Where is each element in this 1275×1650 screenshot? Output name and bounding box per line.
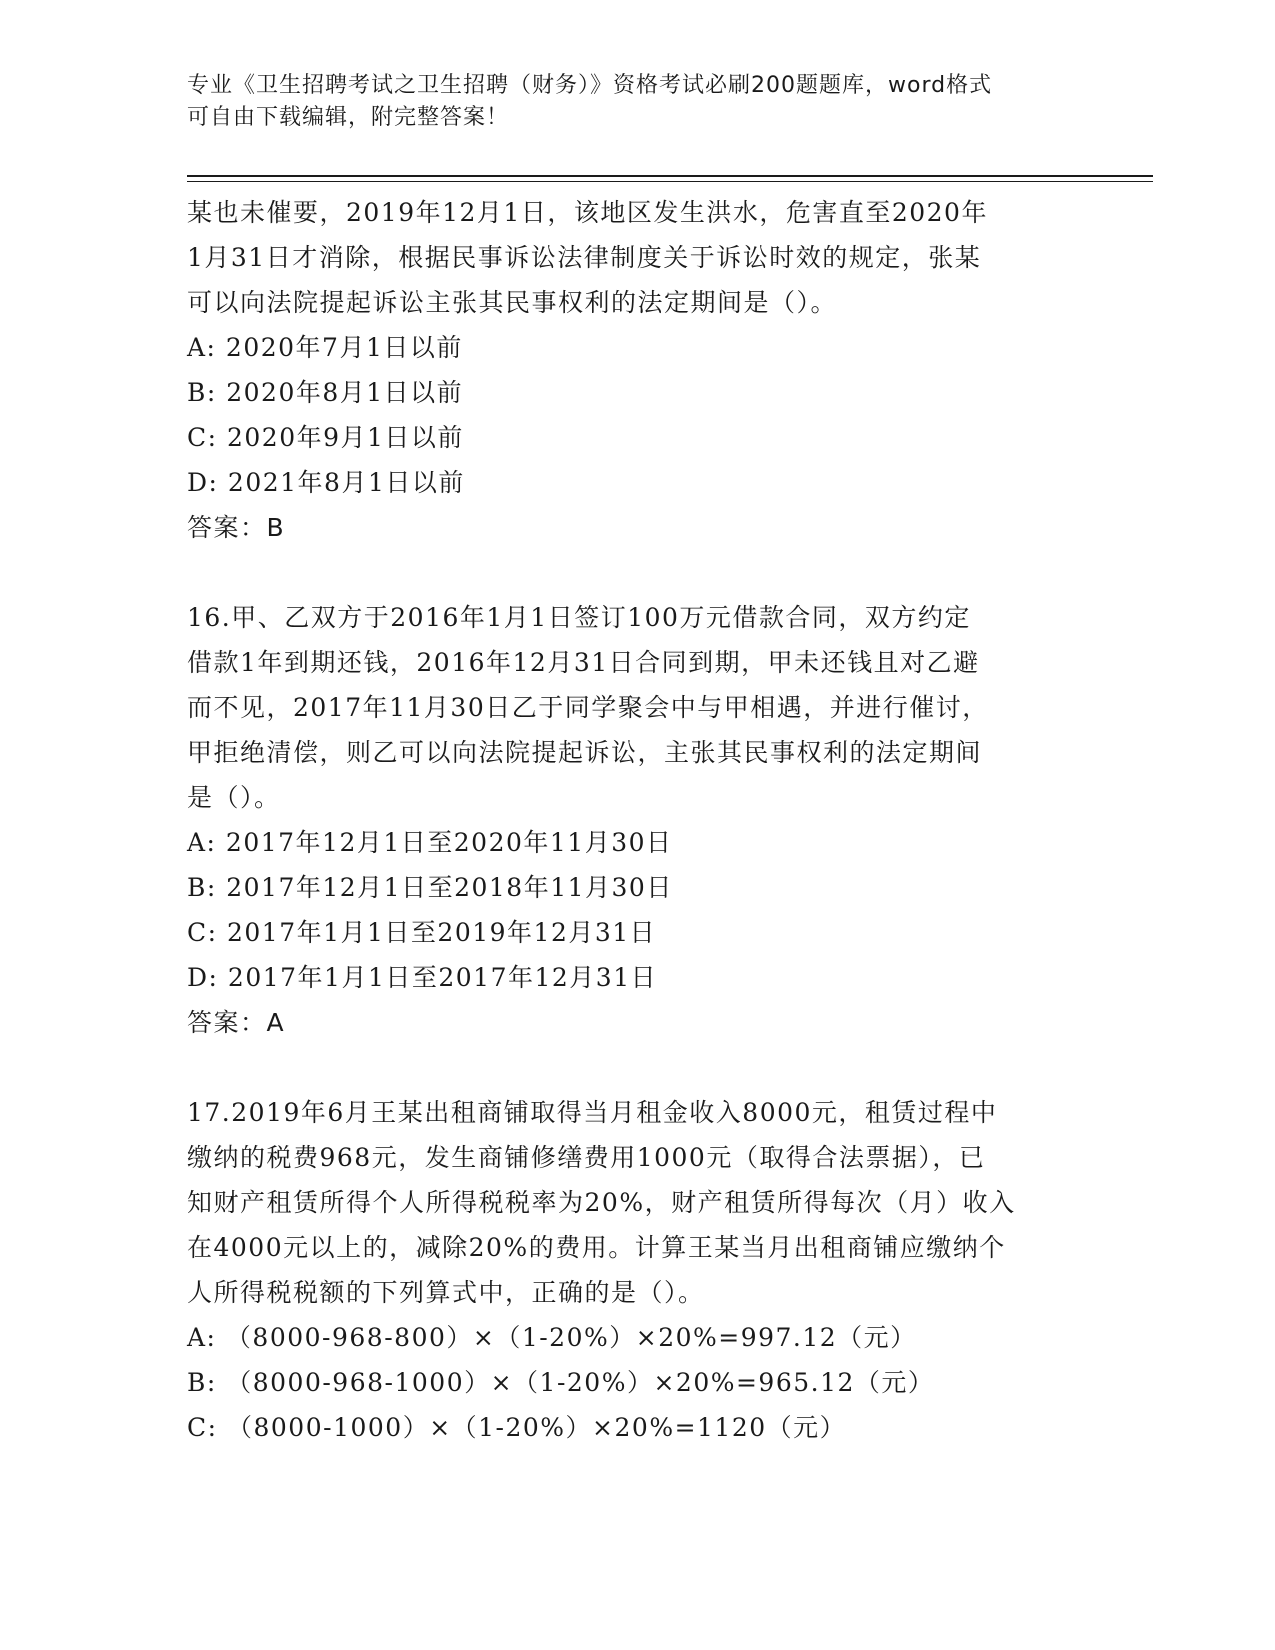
question-16-text-line: 而不见，2017年11月30日乙于同学聚会中与甲相遇，并进行催讨， [187, 693, 989, 722]
question-17-text-line: 17.2019年6月王某出租商铺取得当月租金收入8000元，租赁过程中 [187, 1098, 998, 1127]
question-15-option-b: B: 2020年8月1日以前 [187, 378, 464, 407]
document-header [187, 70, 1067, 134]
question-17-option-c: C: （8000-1000）×（1-20%）×20%=1120（元） [187, 1413, 847, 1442]
question-15-text-line: 可以向法院提起诉讼主张其民事权利的法定期间是（）。 [187, 288, 838, 317]
question-16-option-a: A: 2017年12月1日至2020年11月30日 [187, 828, 673, 857]
question-16-text-line: 甲拒绝清偿，则乙可以向法院提起诉讼，主张其民事权利的法定期间 [187, 738, 983, 767]
question-17-text-line: 缴纳的税费968元，发生商铺修缮费用1000元（取得合法票据），已 [187, 1143, 986, 1172]
question-16-answer: 答案：A [187, 1008, 286, 1037]
question-16-option-c: C: 2017年1月1日至2019年12月31日 [187, 918, 657, 947]
header-title-line-1: 专业《卫生招聘考试之卫生招聘（财务）》资格考试必刷200题题库，word格式 [187, 73, 993, 98]
question-content [187, 190, 1087, 1450]
question-17 [187, 1090, 1087, 1450]
header-title-line-2: 可自由下载编辑，附完整答案！ [187, 105, 510, 130]
question-15-text-line: 某也未催要，2019年12月1日，该地区发生洪水，危害直至2020年 [187, 198, 988, 227]
question-17-text-line: 人所得税税额的下列算式中，正确的是（）。 [187, 1278, 705, 1307]
header-divider-thick [187, 175, 1153, 177]
header-divider-thin [187, 181, 1153, 182]
question-15-text-line: 1月31日才消除，根据民事诉讼法律制度关于诉讼时效的规定，张某 [187, 243, 982, 272]
question-16-option-b: B: 2017年12月1日至2018年11月30日 [187, 873, 673, 902]
question-17-text-line: 知财产租赁所得个人所得税税率为20%，财产租赁所得每次（月）收入 [187, 1188, 1016, 1217]
question-16-text-line: 16.甲、乙双方于2016年1月1日签订100万元借款合同，双方约定 [187, 603, 971, 632]
question-15 [187, 190, 1087, 550]
question-15-option-a: A: 2020年7月1日以前 [187, 333, 463, 362]
question-16 [187, 595, 1087, 1045]
question-17-option-a: A: （8000-968-800）×（1-20%）×20%=997.12（元） [187, 1323, 917, 1352]
question-spacer [187, 550, 1087, 595]
question-15-answer: 答案：B [187, 513, 286, 542]
question-spacer [187, 1045, 1087, 1090]
question-16-option-d: D: 2017年1月1日至2017年12月31日 [187, 963, 658, 992]
question-15-option-c: C: 2020年9月1日以前 [187, 423, 464, 452]
question-16-text-line: 借款1年到期还钱，2016年12月31日合同到期，甲未还钱且对乙避 [187, 648, 980, 677]
question-17-text-line: 在4000元以上的，减除20%的费用。计算王某当月出租商铺应缴纳个 [187, 1233, 1006, 1262]
question-17-option-b: B: （8000-968-1000）×（1-20%）×20%=965.12（元） [187, 1368, 935, 1397]
question-15-option-d: D: 2021年8月1日以前 [187, 468, 465, 497]
question-16-text-line: 是（）。 [187, 783, 281, 812]
